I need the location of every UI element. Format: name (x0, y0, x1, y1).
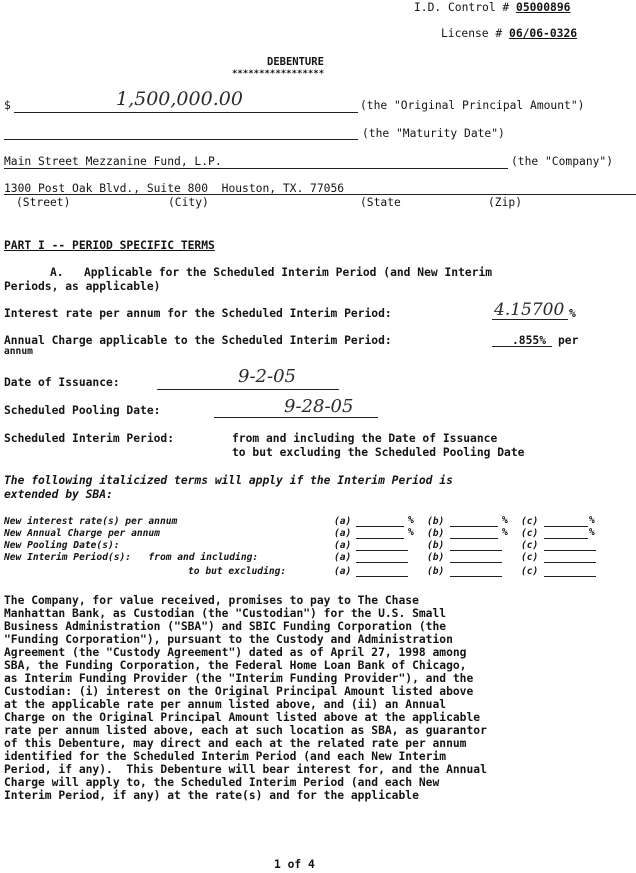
body-line: of this Debenture, may direct and each at the related rate per annum (4, 737, 467, 750)
body-line: as Interim Funding Provider (the "Interim Funding Provider"), and the (4, 672, 474, 685)
new-term-blank-b (450, 562, 502, 563)
new-term-col-b: (b) (427, 566, 445, 577)
new-term-blank-b (450, 576, 502, 577)
annual-charge-value: .855% (512, 334, 547, 347)
new-term-blank-a (356, 576, 408, 577)
italic-note-line2: extended by SBA: (4, 488, 113, 501)
body-line: Manhattan Bank, as Custodian (the "Custodian") for the U.S. Small (4, 607, 447, 620)
address-street-label: (Street) (16, 196, 71, 209)
new-term-col-c: (c) (521, 528, 539, 539)
license-label: License # (441, 27, 503, 40)
pooling-rule (214, 417, 378, 418)
address-city-label: (City) (168, 196, 209, 209)
new-term-blank-c (544, 562, 596, 563)
principal-rule (14, 112, 358, 113)
body-line: Interim Period, if any) at the rate(s) and for the applicable (4, 789, 419, 802)
title-stars: ***************** (232, 69, 325, 79)
company-rule (4, 168, 508, 169)
new-term-blank-a (356, 538, 404, 539)
address-state-label: (State (360, 196, 401, 209)
new-term-col-b: (b) (427, 516, 445, 527)
part1-heading: PART I -- PERIOD SPECIFIC TERMS (4, 239, 215, 252)
pooling-label: Scheduled Pooling Date: (4, 404, 161, 417)
new-term-col-a: (a) (334, 566, 352, 577)
new-term-unit-c: % (589, 515, 595, 526)
italic-note-line1: The following italicized terms will apply if the Interim Period is (4, 474, 453, 487)
annual-charge-suffix: per (558, 334, 579, 347)
new-term-blank-b (450, 550, 502, 551)
page-number: 1 of 4 (274, 858, 315, 871)
new-term-label: New interest rate(s) per annum (4, 516, 178, 527)
section-a-line1: A. Applicable for the Scheduled Interim Period (and New Interim (50, 266, 493, 279)
body-line: SBA, the Funding Corporation, the Federal Home Loan Bank of Chicago, (4, 659, 467, 672)
maturity-label: (the "Maturity Date") (362, 127, 505, 140)
new-term-col-c: (c) (521, 516, 539, 527)
body-line: Agreement (the "Custody Agreement") dated as of April 27, 1998 among (4, 646, 467, 659)
company-label: (the "Company") (511, 155, 614, 168)
principal-handwritten: 1,500,000.00 (116, 88, 243, 110)
maturity-rule (4, 139, 358, 140)
body-line: Period, if any). This Debenture will bear interest for, and the Annual (4, 763, 487, 776)
new-term-blank-a (356, 526, 404, 527)
principal-label: (the "Original Principal Amount") (360, 99, 585, 112)
new-term-col-b: (b) (427, 540, 445, 551)
annual-charge-line2: annum (4, 346, 33, 357)
new-term-blank-c (544, 526, 588, 527)
new-term-col-b: (b) (427, 528, 445, 539)
principal-prefix: $ (4, 99, 11, 112)
interim-period-line1: from and including the Date of Issuance (232, 432, 498, 445)
issuance-label: Date of Issuance: (4, 376, 120, 389)
interest-rate-label: Interest rate per annum for the Scheduled Interim Period: (4, 307, 392, 320)
address-zip-label: (Zip) (488, 196, 523, 209)
new-term-unit-a: % (408, 527, 414, 538)
body-line: Business Administration ("SBA") and SBIC Funding Corporation (the (4, 620, 447, 633)
body-line: Custodian: (i) interest on the Original Principal Amount listed above (4, 685, 474, 698)
new-term-blank-c (544, 538, 588, 539)
body-line: The Company, for value received, promises to pay to The Chase (4, 594, 419, 607)
company-name: Main Street Mezzanine Fund, L.P. (4, 155, 222, 168)
body-line: at the applicable rate per annum listed above, and (ii) an Annual (4, 698, 447, 711)
interim-period-label: Scheduled Interim Period: (4, 432, 175, 445)
issuance-rule (157, 389, 339, 390)
pooling-handwritten: 9-28-05 (284, 396, 354, 417)
new-term-blank-c (544, 550, 596, 551)
new-term-col-a: (a) (334, 516, 352, 527)
body-line: Charge on the Original Principal Amount listed above at the applicable (4, 711, 481, 724)
new-term-unit-c: % (589, 527, 595, 538)
new-term-label: New Interim Period(s): from and including: (4, 552, 259, 563)
new-term-label: to but excluding: (188, 566, 287, 577)
body-line: "Funding Corporation"), pursuant to the Custody and Administration (4, 633, 453, 646)
body-line: rate per annum listed above, each at such location as SBA, as guarantor (4, 724, 487, 737)
address-rule (4, 194, 636, 195)
issuance-handwritten: 9-2-05 (238, 366, 296, 387)
new-term-col-b: (b) (427, 552, 445, 563)
document-title: DEBENTURE (267, 56, 324, 68)
body-line: Charge will apply to, the Scheduled Interim Period (and each New (4, 776, 440, 789)
license-line (441, 27, 577, 40)
new-term-blank-b (450, 526, 498, 527)
id-control-value: 05000896 (516, 1, 571, 14)
license-value: 06/06-0326 (509, 27, 578, 40)
new-term-blank-a (356, 562, 408, 563)
new-term-label: New Pooling Date(s): (4, 540, 120, 551)
interim-period-line2: to but excluding the Scheduled Pooling Date (232, 446, 525, 459)
new-term-col-c: (c) (521, 540, 539, 551)
new-term-blank-c (544, 576, 596, 577)
interest-rate-handwritten: 4.15700 (494, 300, 565, 320)
section-a-line2: Periods, as applicable) (4, 280, 161, 293)
new-term-label: New Annual Charge per annum (4, 528, 160, 539)
annual-charge-label: Annual Charge applicable to the Scheduled Interim Period: (4, 334, 392, 347)
id-control-line (414, 1, 570, 14)
interest-rate-suffix: % (569, 307, 576, 320)
new-term-blank-b (450, 538, 498, 539)
new-term-unit-a: % (408, 515, 414, 526)
address-value: 1300 Post Oak Blvd., Suite 800 Houston, TX. 77056 (4, 182, 345, 195)
new-term-unit-b: % (502, 527, 508, 538)
new-term-col-c: (c) (521, 566, 539, 577)
new-term-blank-a (356, 550, 408, 551)
body-line: identified for the Scheduled Interim Period (and each New Interim (4, 750, 447, 763)
new-term-col-a: (a) (334, 540, 352, 551)
new-term-col-a: (a) (334, 528, 352, 539)
new-term-col-a: (a) (334, 552, 352, 563)
id-control-label: I.D. Control # (414, 1, 510, 14)
new-term-unit-b: % (502, 515, 508, 526)
new-term-col-c: (c) (521, 552, 539, 563)
